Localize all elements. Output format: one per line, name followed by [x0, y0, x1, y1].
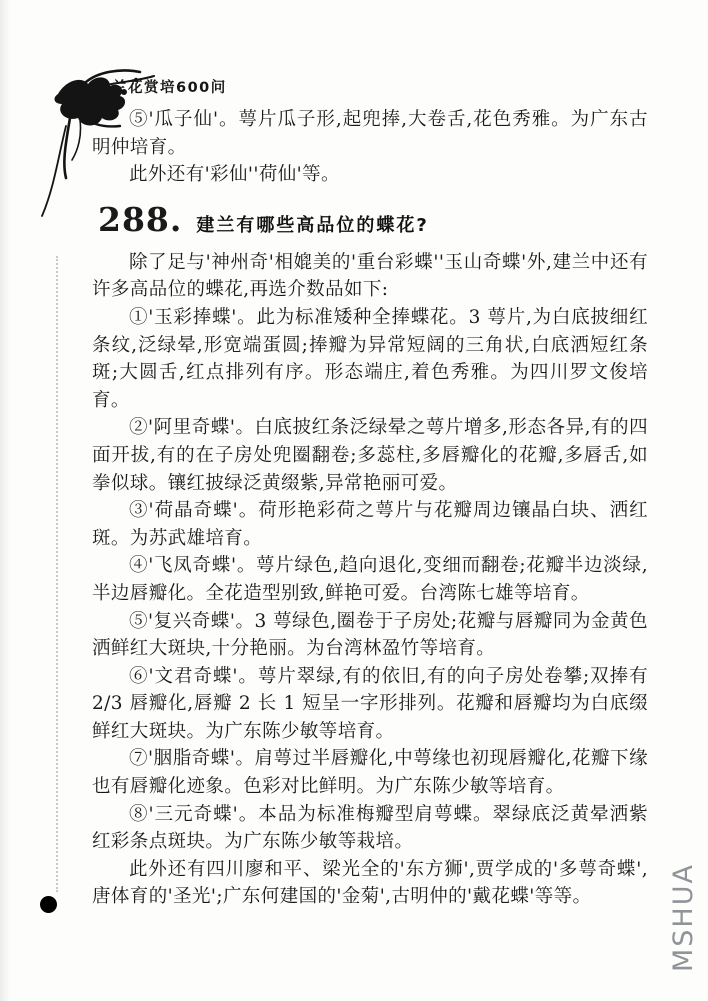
section-number: 288.	[98, 199, 183, 239]
paragraph-other-xian: 此外还有'彩仙''荷仙'等。	[129, 164, 340, 186]
margin-dotted-line	[56, 256, 58, 892]
paragraph-intro: 除了足与'神州奇'相媲美的'重台彩蝶''玉山奇蝶'外,建兰中还有许多高品位的蝶花,再选介数品如下:	[92, 251, 648, 301]
watermark-text: MSHUA	[668, 863, 699, 972]
section-heading	[98, 199, 648, 239]
paragraph-item-3: ③'荷晶奇蝶'。荷形艳彩荷之萼片与花瓣周边镶晶白块、洒红斑。为苏武雄培育。	[92, 500, 648, 549]
paragraph-guazixian: ⑤'瓜子仙'。萼片瓜子形,起兜捧,大卷舌,花色秀雅。为广东古明仲培育。	[92, 109, 648, 158]
paragraph-item-2: ②'阿里奇蝶'。白底披红条泛绿晕之萼片增多,形态各异,有的四面开拔,有的在子房处兜圈翻卷;多蕊柱,多唇瓣化的花瓣,多唇舌,如拳似球。镶红披绿泛黄缀紫,异常艳丽可爱。	[92, 417, 648, 494]
book-title-running-head: 兰花赏培600问	[112, 80, 227, 96]
paragraph-item-1: ①'玉彩捧蝶'。此为标准矮种全捧蝶花。3 萼片,为白底披细红条纹,泛绿晕,形宽端蛋圆;捧瓣为异常短阔的三角状,白底洒短红条斑;大圆舌,红点排列有序。形态端庄,着色秀雅。为四川罗文俊培育。	[92, 306, 648, 411]
paragraph-item-5: ⑤'复兴奇蝶'。3 萼绿色,圈卷于子房处;花瓣与唇瓣同为金黄色洒鲜红大斑块,十分艳丽。为台湾林盈竹等培育。	[92, 610, 648, 660]
paragraph-closing: 此外还有四川廖和平、梁光全的'东方狮',贾学成的'多萼奇蝶',唐体育的'圣光';广东何建国的'金菊',古明仲的'戴花蝶'等等。	[92, 858, 648, 908]
paragraph-item-4: ④'飞凤奇蝶'。萼片绿色,趋向退化,变细而翻卷;花瓣半边淡绿,半边唇瓣化。全花造型别致,鲜艳可爱。台湾陈七雄等培育。	[92, 555, 648, 604]
page-marker-dot	[40, 896, 57, 913]
paragraph-item-7: ⑦'胭脂奇蝶'。肩萼过半唇瓣化,中萼缘也初现唇瓣化,花瓣下缘也有唇瓣化迹象。色彩对比鲜明。为广东陈少敏等培育。	[92, 748, 648, 798]
paragraph-item-6: ⑥'文君奇蝶'。萼片翠绿,有的依旧,有的向子房处卷攀;双捧有 2/3 唇瓣化,唇瓣 2 长 1 短呈一字形排列。花瓣和唇瓣均为白底缀鲜红大斑块。为广东陈少敏等培育。	[92, 665, 648, 742]
section-title: 建兰有哪些高品位的蝶花?	[196, 214, 429, 236]
paragraph-item-8: ⑧'三元奇蝶'。本品为标准梅瓣型肩萼蝶。翠绿底泛黄晕洒紫红彩条点斑块。为广东陈少敏等栽培。	[92, 803, 648, 853]
text-column	[92, 106, 648, 911]
